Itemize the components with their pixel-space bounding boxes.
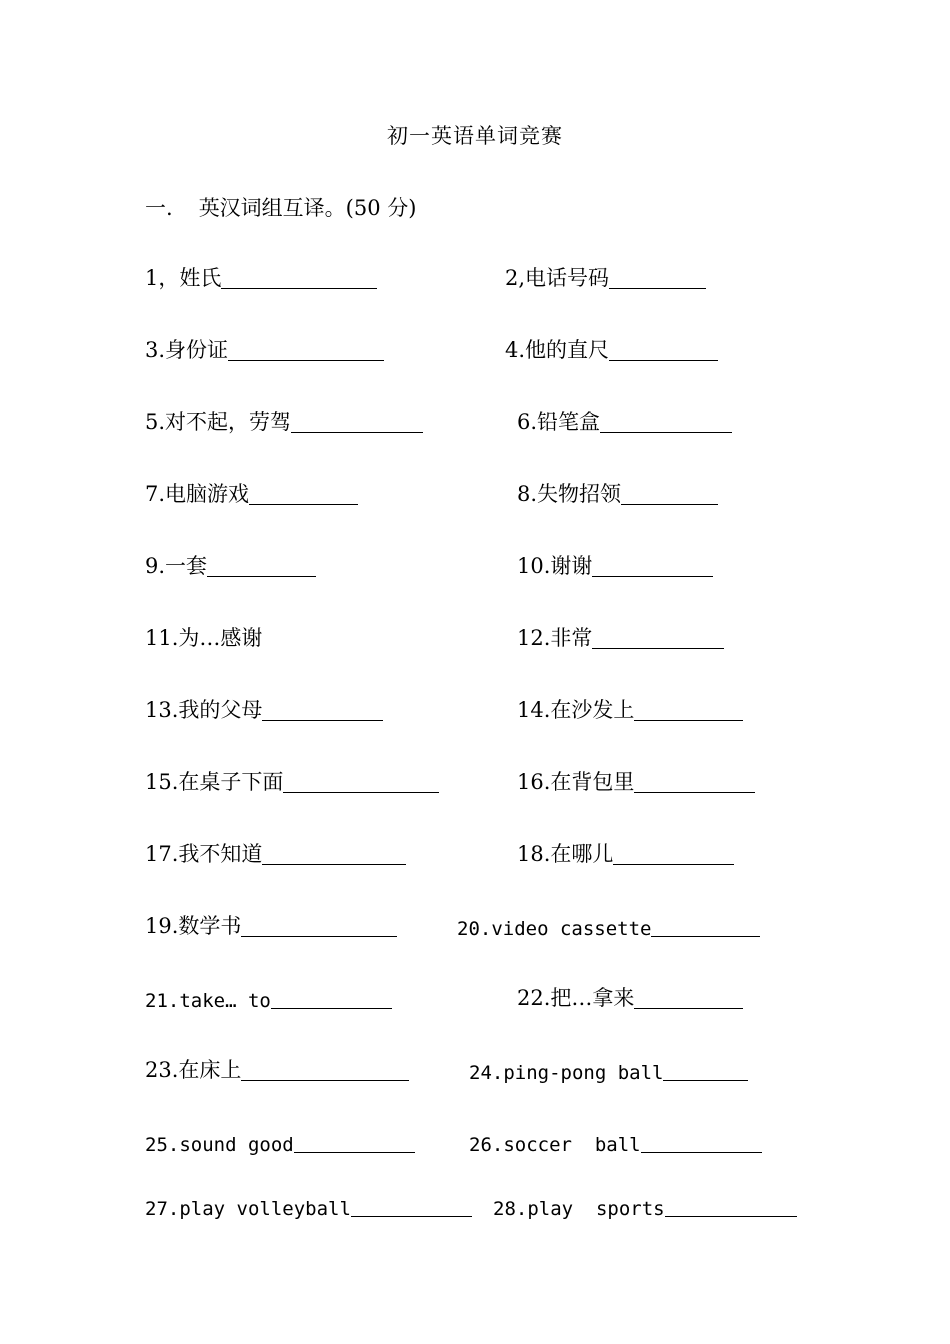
answer-blank[interactable] [228, 338, 384, 361]
item-label: 11.为…感谢 [145, 626, 263, 650]
item-label: 12.非常 [517, 626, 593, 650]
section-number: 一. [145, 196, 173, 220]
item-8 [517, 478, 718, 508]
answer-blank[interactable] [241, 1058, 409, 1081]
item-24 [469, 1054, 748, 1084]
answer-blank[interactable] [262, 698, 383, 721]
item-19 [145, 910, 397, 940]
item-label: 13.我的父母 [145, 698, 263, 722]
answer-blank[interactable] [592, 626, 724, 649]
answer-blank[interactable] [592, 554, 713, 577]
item-label: 21.take… to [145, 990, 271, 1012]
item-26 [469, 1126, 762, 1156]
answer-blank[interactable] [609, 338, 718, 361]
item-label: 8.失物招领 [517, 482, 622, 506]
item-9 [145, 550, 316, 580]
item-label: 10.谢谢 [517, 554, 593, 578]
section-title: 英汉词组互译。(50 分) [198, 196, 417, 220]
answer-blank[interactable] [351, 1194, 472, 1217]
answer-blank[interactable] [249, 482, 358, 505]
answer-blank[interactable] [294, 1130, 415, 1153]
answer-blank[interactable] [665, 1194, 797, 1217]
item-12 [517, 622, 724, 652]
answer-blank[interactable] [634, 986, 743, 1009]
answer-blank[interactable] [262, 842, 406, 865]
item-label: 4.他的直尺 [505, 338, 610, 362]
item-11 [145, 622, 262, 652]
item-4 [505, 334, 718, 364]
item-label: 24.ping-pong ball [469, 1062, 664, 1084]
item-label: 5.对不起，劳驾 [145, 410, 292, 434]
answer-blank[interactable] [651, 914, 760, 937]
item-label: 28.play sports [493, 1198, 665, 1220]
item-label: 22.把…拿来 [517, 986, 635, 1010]
item-label: 19.数学书 [145, 914, 242, 938]
item-23 [145, 1054, 409, 1084]
item-22 [517, 982, 743, 1012]
item-label: 7.电脑游戏 [145, 482, 250, 506]
item-label: 26.soccer ball [469, 1134, 641, 1156]
item-label: 1，姓氏 [145, 266, 222, 290]
item-label: 9.一套 [145, 554, 208, 578]
item-14 [517, 694, 743, 724]
item-27 [145, 1190, 472, 1220]
answer-blank[interactable] [621, 482, 718, 505]
item-21 [145, 982, 392, 1012]
answer-blank[interactable] [634, 698, 743, 721]
answer-blank[interactable] [641, 1130, 762, 1153]
item-25 [145, 1126, 415, 1156]
item-label: 27.play volleyball [145, 1198, 351, 1220]
answer-blank[interactable] [283, 770, 439, 793]
item-label: 17.我不知道 [145, 842, 263, 866]
answer-blank[interactable] [609, 266, 706, 289]
item-20 [457, 910, 760, 940]
item-label: 20.video cassette [457, 918, 652, 940]
item-label: 14.在沙发上 [517, 698, 635, 722]
item-label: 18.在哪儿 [517, 842, 614, 866]
answer-blank[interactable] [600, 410, 732, 433]
answer-blank[interactable] [663, 1058, 748, 1081]
item-28 [493, 1190, 797, 1220]
item-13 [145, 694, 383, 724]
item-1 [145, 262, 377, 292]
item-18 [517, 838, 734, 868]
item-5 [145, 406, 423, 436]
item-label: 2,电话号码 [505, 266, 610, 290]
item-15 [145, 766, 439, 796]
item-2 [505, 262, 706, 292]
answer-blank[interactable] [634, 770, 755, 793]
answer-blank[interactable] [291, 410, 423, 433]
item-label: 6.铅笔盒 [517, 410, 601, 434]
answer-blank[interactable] [241, 914, 397, 937]
item-label: 23.在床上 [145, 1058, 242, 1082]
item-label: 3.身份证 [145, 338, 229, 362]
section-heading [145, 192, 416, 222]
item-label: 16.在背包里 [517, 770, 635, 794]
item-7 [145, 478, 358, 508]
answer-blank[interactable] [613, 842, 734, 865]
item-label: 15.在桌子下面 [145, 770, 284, 794]
page-title: 初一英语单词竞赛 [387, 124, 563, 148]
item-16 [517, 766, 755, 796]
item-label: 25.sound good [145, 1134, 294, 1156]
answer-blank[interactable] [207, 554, 316, 577]
item-6 [517, 406, 732, 436]
item-3 [145, 334, 384, 364]
item-10 [517, 550, 713, 580]
answer-blank[interactable] [271, 986, 392, 1009]
item-17 [145, 838, 406, 868]
answer-blank[interactable] [221, 266, 377, 289]
